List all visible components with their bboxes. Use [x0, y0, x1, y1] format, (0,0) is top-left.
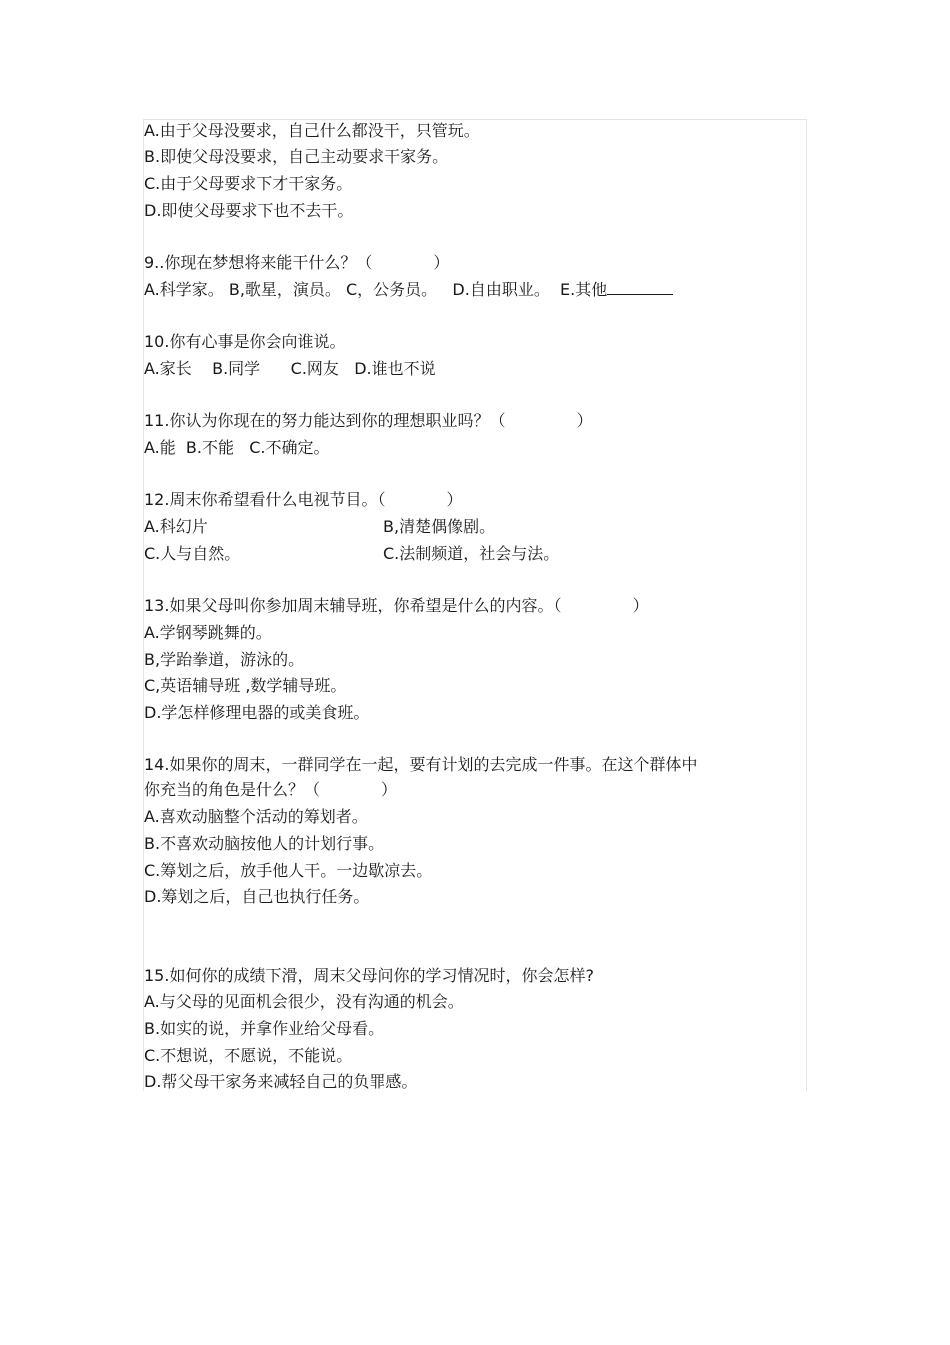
q13-option-d: D.学怎样修理电器的或美食班。 — [144, 703, 370, 722]
q15-option-d: D.帮父母干家务来减轻自己的负罪感。 — [144, 1072, 418, 1091]
q10-question: 10.你有心事是你会向谁说。 — [144, 332, 346, 351]
q9-question: 9..你现在梦想将来能干什么？（ ） — [144, 253, 450, 272]
q12-option-b: B,清楚偶像剧。 — [383, 517, 496, 536]
q8-option-d: D.即使父母要求下也不去干。 — [144, 201, 354, 220]
q9-fill-blank — [607, 280, 673, 295]
q15-option-a: A.与父母的见面机会很少，没有沟通的机会。 — [144, 992, 464, 1011]
q15-question: 15.如何你的成绩下滑，周末父母问你的学习情况时，你会怎样? — [144, 966, 594, 985]
frame-right-border — [806, 119, 807, 1091]
q11-options: A.能 B.不能 C.不确定。 — [144, 438, 330, 457]
q8-option-c: C.由于父母要求下才干家务。 — [144, 174, 353, 193]
q15-option-c: C.不想说，不愿说，不能说。 — [144, 1046, 353, 1065]
q9-options: A.科学家。 B,歌星，演员。 C，公务员。 D.自由职业。 E.其他 — [144, 280, 608, 299]
q12-question: 12.周末你希望看什么电视节目。（ ） — [144, 490, 463, 509]
q8-option-a: A.由于父母没要求，自己什么都没干，只管玩。 — [144, 121, 480, 140]
q15-option-b: B.如实的说，并拿作业给父母看。 — [144, 1019, 385, 1038]
q13-question: 13.如果父母叫你参加周末辅导班，你希望是什么的内容。（ ） — [144, 596, 649, 615]
q9-options-line — [144, 277, 673, 303]
q14-question-line1: 14.如果你的周末，一群同学在一起，要有计划的去完成一件事。在这个群体中 — [144, 755, 698, 774]
q14-option-c: C.筹划之后，放手他人干。一边歇凉去。 — [144, 861, 433, 880]
q8-option-b: B.即使父母没要求，自己主动要求干家务。 — [144, 147, 449, 166]
q12-option-d: C.法制频道，社会与法。 — [383, 544, 560, 563]
q10-options: A.家长 B.同学 C.网友 D.谁也不说 — [144, 359, 436, 378]
q14-question-line2: 你充当的角色是什么？（ ） — [144, 780, 398, 799]
q14-option-a: A.喜欢动脑整个活动的筹划者。 — [144, 807, 368, 826]
q13-option-b: B,学跆拳道，游泳的。 — [144, 650, 305, 669]
q13-option-a: A.学钢琴跳舞的。 — [144, 623, 272, 642]
q11-question: 11.你认为你现在的努力能达到你的理想职业吗？（ ） — [144, 411, 593, 430]
q12-option-a: A.科幻片 — [144, 517, 208, 536]
q12-option-c: C.人与自然。 — [144, 544, 241, 563]
q14-option-b: B.不喜欢动脑按他人的计划行事。 — [144, 834, 385, 853]
q13-option-c: C,英语辅导班 ,数学辅导班。 — [144, 676, 347, 695]
q14-option-d: D.筹划之后，自己也执行任务。 — [144, 887, 370, 906]
